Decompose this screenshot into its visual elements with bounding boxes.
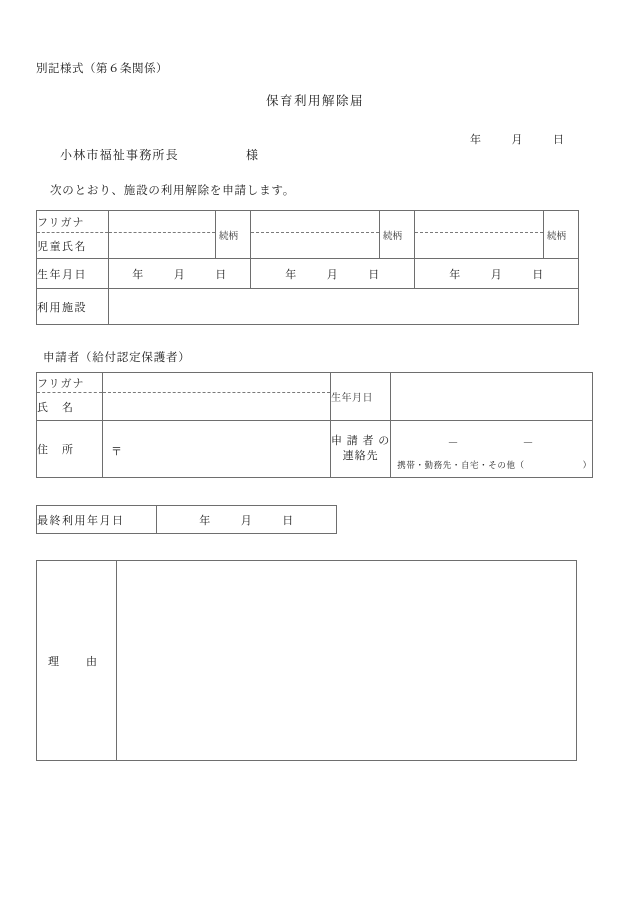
applicant-contact-label-line1: 申 請 者 の [331, 435, 391, 448]
applicant-birthdate-label: 生年月日 [331, 373, 391, 421]
child-2-birth-day-label: 日 [368, 268, 380, 281]
date-day-label: 日 [553, 134, 565, 146]
last-use-date-value[interactable] [157, 506, 337, 534]
table-row [37, 211, 579, 233]
form-code-label: 別記様式（第６条関係） [36, 63, 168, 75]
children-facility-label: 利用施設 [37, 289, 109, 325]
child-3-birthdate-value[interactable] [415, 259, 579, 289]
table-row [37, 233, 579, 259]
child-1-birth-year-label: 年 [132, 268, 144, 281]
reason-value[interactable] [117, 561, 577, 761]
child-1-furigana-value[interactable] [109, 211, 216, 233]
applicant-section-heading: 申請者（給付認定保護者） [43, 352, 191, 364]
child-1-birth-day-label: 日 [215, 268, 227, 281]
child-3-birth-day-label: 日 [532, 268, 544, 281]
table-row [37, 561, 577, 761]
applicant-table [36, 372, 593, 478]
phone-number-field[interactable] [391, 421, 592, 450]
contact-type-options[interactable] [391, 450, 592, 471]
applicant-address-label: 住 所 [37, 421, 103, 478]
applicant-birthdate-value[interactable] [391, 373, 593, 421]
child-3-name-value[interactable] [415, 233, 544, 259]
children-furigana-label: フリガナ [37, 211, 109, 233]
applicant-furigana-label: フリガナ [37, 373, 103, 393]
contact-type-list: 携帯・勤務先・自宅・その他（ [397, 460, 525, 470]
applicant-contact-value[interactable] [391, 421, 593, 478]
applicant-address-value[interactable] [103, 421, 331, 478]
intro-sentence: 次のとおり、施設の利用解除を申請します。 [50, 185, 296, 197]
last-use-date-label: 最終利用年月日 [37, 506, 157, 534]
last-use-date-table [36, 505, 337, 534]
child-3-furigana-value[interactable] [415, 211, 544, 233]
applicant-name-label: 氏 名 [37, 393, 103, 421]
table-row [37, 373, 593, 393]
table-row [37, 289, 579, 325]
child-3-relation-label: 続柄 [544, 211, 579, 259]
reason-label: 理 由 [37, 561, 117, 761]
addressee-honorific: 様 [246, 148, 259, 162]
last-use-year-label: 年 [199, 514, 211, 527]
child-2-birth-year-label: 年 [285, 268, 297, 281]
addressee-name: 小林市福祉事務所長 [60, 148, 179, 162]
children-table [36, 210, 579, 325]
children-name-label: 児童氏名 [37, 233, 109, 259]
child-2-birth-month-label: 月 [326, 268, 339, 281]
postal-code-icon: 〒 [111, 446, 122, 458]
children-birthdate-label: 生年月日 [37, 259, 109, 289]
date-month-label: 月 [511, 134, 523, 146]
child-3-birth-year-label: 年 [449, 268, 461, 281]
last-use-day-label: 日 [282, 514, 294, 527]
phone-dash-1: － [447, 437, 461, 449]
contact-type-other-close: ） [582, 460, 592, 470]
child-2-name-value[interactable] [251, 233, 380, 259]
child-2-relation-label: 続柄 [380, 211, 415, 259]
date-year-label: 年 [470, 134, 482, 146]
child-1-birth-month-label: 月 [173, 268, 186, 281]
last-use-month-label: 月 [240, 514, 253, 527]
child-1-birthdate-value[interactable] [109, 259, 251, 289]
phone-dash-2: － [522, 437, 536, 449]
applicant-name-value[interactable] [103, 393, 331, 421]
page-title: 保育利用解除届 [265, 94, 364, 108]
children-facility-value[interactable] [109, 289, 579, 325]
table-row [37, 421, 593, 478]
child-3-birth-month-label: 月 [490, 268, 503, 281]
child-2-furigana-value[interactable] [251, 211, 380, 233]
applicant-furigana-value[interactable] [103, 373, 331, 393]
table-row [37, 506, 337, 534]
submission-date-blank [470, 131, 565, 147]
applicant-contact-label-line2: 連絡先 [342, 450, 379, 462]
child-2-birthdate-value[interactable] [251, 259, 415, 289]
reason-table [36, 560, 577, 761]
table-row [37, 259, 579, 289]
child-1-name-value[interactable] [109, 233, 216, 259]
child-1-relation-label: 続柄 [216, 211, 251, 259]
applicant-contact-label [331, 421, 391, 478]
